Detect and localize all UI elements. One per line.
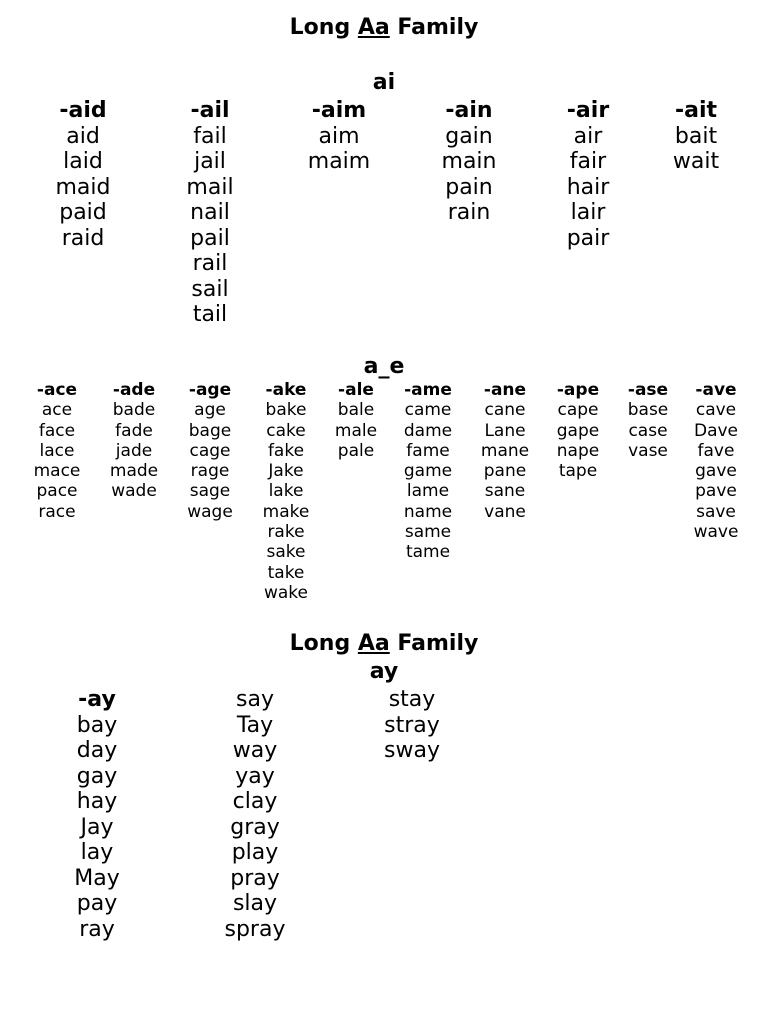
a-e-word: same (404, 522, 452, 543)
title-suffix: Family (389, 15, 479, 40)
title2-underlined: Aa (357, 631, 390, 656)
a-e-word: rage (190, 461, 230, 482)
section-title-2 (0, 631, 768, 657)
a-e-column-header: -ave (695, 380, 737, 400)
a-e-word: base (627, 400, 669, 421)
ai-word: laid (63, 149, 103, 174)
ai-word: fair (569, 149, 607, 174)
a-e-column-header: -age (188, 380, 232, 400)
ay-word: spray (224, 916, 286, 942)
ai-word: paid (59, 200, 107, 225)
a-e-word: vane (484, 501, 526, 522)
ai-column-header: -aim (311, 98, 367, 123)
a-e-word: Lane (484, 420, 526, 441)
ay-word: yay (235, 763, 275, 789)
a-e-word: sane (484, 481, 526, 502)
a-e-word: cake (266, 420, 306, 441)
ai-column (442, 98, 497, 226)
ai-word: air (573, 123, 603, 149)
ai-word: maim (307, 149, 371, 174)
a-e-heading: a_e (363, 354, 405, 379)
ai-word: pain (445, 174, 493, 200)
ai-word: hair (566, 174, 610, 200)
a-e-word: bale (337, 400, 375, 421)
ai-column (308, 98, 370, 175)
ai-word: rain (447, 200, 491, 225)
ai-column-header: -ail (190, 98, 230, 123)
a-e-word: make (262, 501, 310, 522)
ai-column-header: -ain (445, 98, 493, 123)
a-e-word: nape (556, 440, 600, 461)
a-e-word: rake (267, 522, 305, 543)
a-e-word: lame (406, 481, 450, 502)
ai-word: maid (55, 174, 111, 200)
a-e-word: sage (189, 481, 231, 502)
a-e-word: bake (265, 400, 307, 421)
ai-column (56, 98, 111, 251)
ay-word: Jay (80, 814, 114, 840)
ay-column (74, 687, 119, 942)
ay-word: slay (232, 891, 278, 916)
ai-heading: ai (372, 70, 396, 95)
a-e-word: pave (695, 481, 737, 502)
ai-word: pair (566, 225, 610, 251)
a-e-column (263, 380, 310, 603)
ay-word: pray (230, 865, 280, 891)
a-e-word: pace (36, 481, 78, 502)
a-e-word: name (403, 501, 453, 522)
a-e-word: fade (115, 420, 153, 441)
a-e-column (34, 380, 81, 522)
a-e-column-header: -ape (556, 380, 600, 400)
ai-word: aid (66, 123, 100, 149)
a-e-word: pane (483, 461, 527, 482)
a-e-word: jade (115, 440, 153, 461)
ay-word: bay (76, 712, 118, 738)
ay-word: hay (76, 789, 118, 814)
a-e-word: male (334, 420, 378, 441)
a-e-word: wave (693, 522, 739, 543)
a-e-column-header: -ale (338, 380, 374, 400)
title-prefix: Long (289, 15, 358, 40)
a-e-word: fave (697, 440, 735, 461)
ai-word: pail (190, 225, 230, 251)
ai-word: main (441, 149, 497, 174)
ay-word: way (232, 738, 278, 763)
a-e-column (694, 380, 739, 542)
a-e-word: Jake (268, 461, 304, 482)
ai-column (567, 98, 610, 251)
a-e-column (404, 380, 452, 563)
a-e-column (557, 380, 599, 481)
ai-column-header: -aid (59, 98, 107, 123)
title2-suffix: Family (389, 631, 479, 656)
ai-word: wait (672, 149, 720, 174)
a-e-word: sake (266, 542, 306, 563)
a-e-word: case (628, 420, 668, 441)
ay-heading: ay (369, 659, 399, 684)
a-e-word: lake (268, 481, 304, 502)
a-e-word: wade (111, 481, 157, 502)
a-e-word: fame (406, 440, 450, 461)
a-e-column-header: -ase (627, 380, 669, 400)
ay-word: gay (76, 763, 118, 789)
a-e-column (110, 380, 158, 502)
a-e-word: bade (112, 400, 156, 421)
a-e-column (481, 380, 529, 522)
ay-column (225, 687, 286, 942)
ay-word: stray (384, 712, 440, 738)
a-e-column-header: -ade (112, 380, 156, 400)
a-e-word: gave (695, 461, 737, 482)
a-e-word: age (194, 400, 226, 421)
a-e-column (335, 380, 377, 461)
a-e-word: race (38, 501, 76, 522)
a-e-word: save (696, 501, 736, 522)
title-underlined: Aa (357, 15, 390, 40)
ai-word: sail (191, 276, 229, 302)
ai-word: aim (318, 123, 360, 149)
ai-word: lair (570, 200, 606, 225)
a-e-word: came (404, 400, 452, 421)
ay-word: ray (79, 916, 115, 942)
a-e-word: mace (33, 461, 81, 482)
a-e-word: face (38, 420, 76, 441)
a-e-column (187, 380, 233, 522)
a-e-word: bage (188, 420, 232, 441)
ay-word: lay (80, 840, 114, 865)
ai-word: raid (61, 225, 105, 251)
a-e-word: made (109, 461, 159, 482)
ay-word: clay (232, 789, 278, 814)
a-e-word: pale (337, 440, 375, 461)
a-e-word: mane (480, 440, 530, 461)
ai-word: gain (445, 123, 493, 149)
ai-word: nail (190, 200, 230, 225)
a-e-column-header: -ane (483, 380, 527, 400)
ai-word: rail (192, 251, 228, 276)
a-e-word: wage (187, 501, 233, 522)
a-e-column-header: -ame (404, 380, 452, 400)
ay-column (384, 687, 440, 764)
ay-word: sway (384, 738, 440, 763)
ay-word: say (236, 687, 274, 712)
ai-column (673, 98, 719, 175)
ay-word: Tay (236, 712, 274, 738)
a-e-column-header: -ace (36, 380, 78, 400)
ay-word: May (74, 865, 120, 891)
ay-word: stay (388, 687, 436, 712)
a-e-word: ace (41, 400, 73, 421)
ay-word: play (231, 840, 279, 865)
ai-column-header: -ait (674, 98, 718, 123)
a-e-word: wake (263, 582, 309, 603)
a-e-word: cane (484, 400, 526, 421)
ai-word: fail (193, 123, 227, 149)
ai-column (186, 98, 233, 328)
a-e-word: fake (267, 440, 305, 461)
title2-prefix: Long (289, 631, 358, 656)
ai-column-header: -air (566, 98, 610, 123)
ay-word: gray (230, 814, 280, 840)
a-e-column-header: -ake (265, 380, 307, 400)
ai-word: tail (192, 302, 228, 327)
ai-word: mail (186, 174, 234, 200)
a-e-word: Dave (693, 420, 739, 441)
a-e-word: tape (558, 461, 598, 482)
a-e-word: cage (189, 440, 231, 461)
ay-word: day (76, 738, 118, 763)
ai-word: jail (194, 149, 226, 174)
page-title (0, 15, 768, 41)
a-e-column (628, 380, 669, 461)
a-e-word: game (403, 461, 453, 482)
a-e-word: tame (405, 542, 451, 563)
ay-column-header: -ay (78, 687, 116, 712)
ai-word: bait (674, 123, 718, 149)
a-e-word: cape (557, 400, 599, 421)
a-e-word: dame (403, 420, 453, 441)
a-e-word: cave (695, 400, 737, 421)
a-e-word: vase (628, 440, 668, 461)
ay-word: pay (76, 891, 118, 916)
a-e-word: gape (556, 420, 600, 441)
a-e-word: lace (39, 440, 75, 461)
a-e-word: take (267, 562, 305, 583)
